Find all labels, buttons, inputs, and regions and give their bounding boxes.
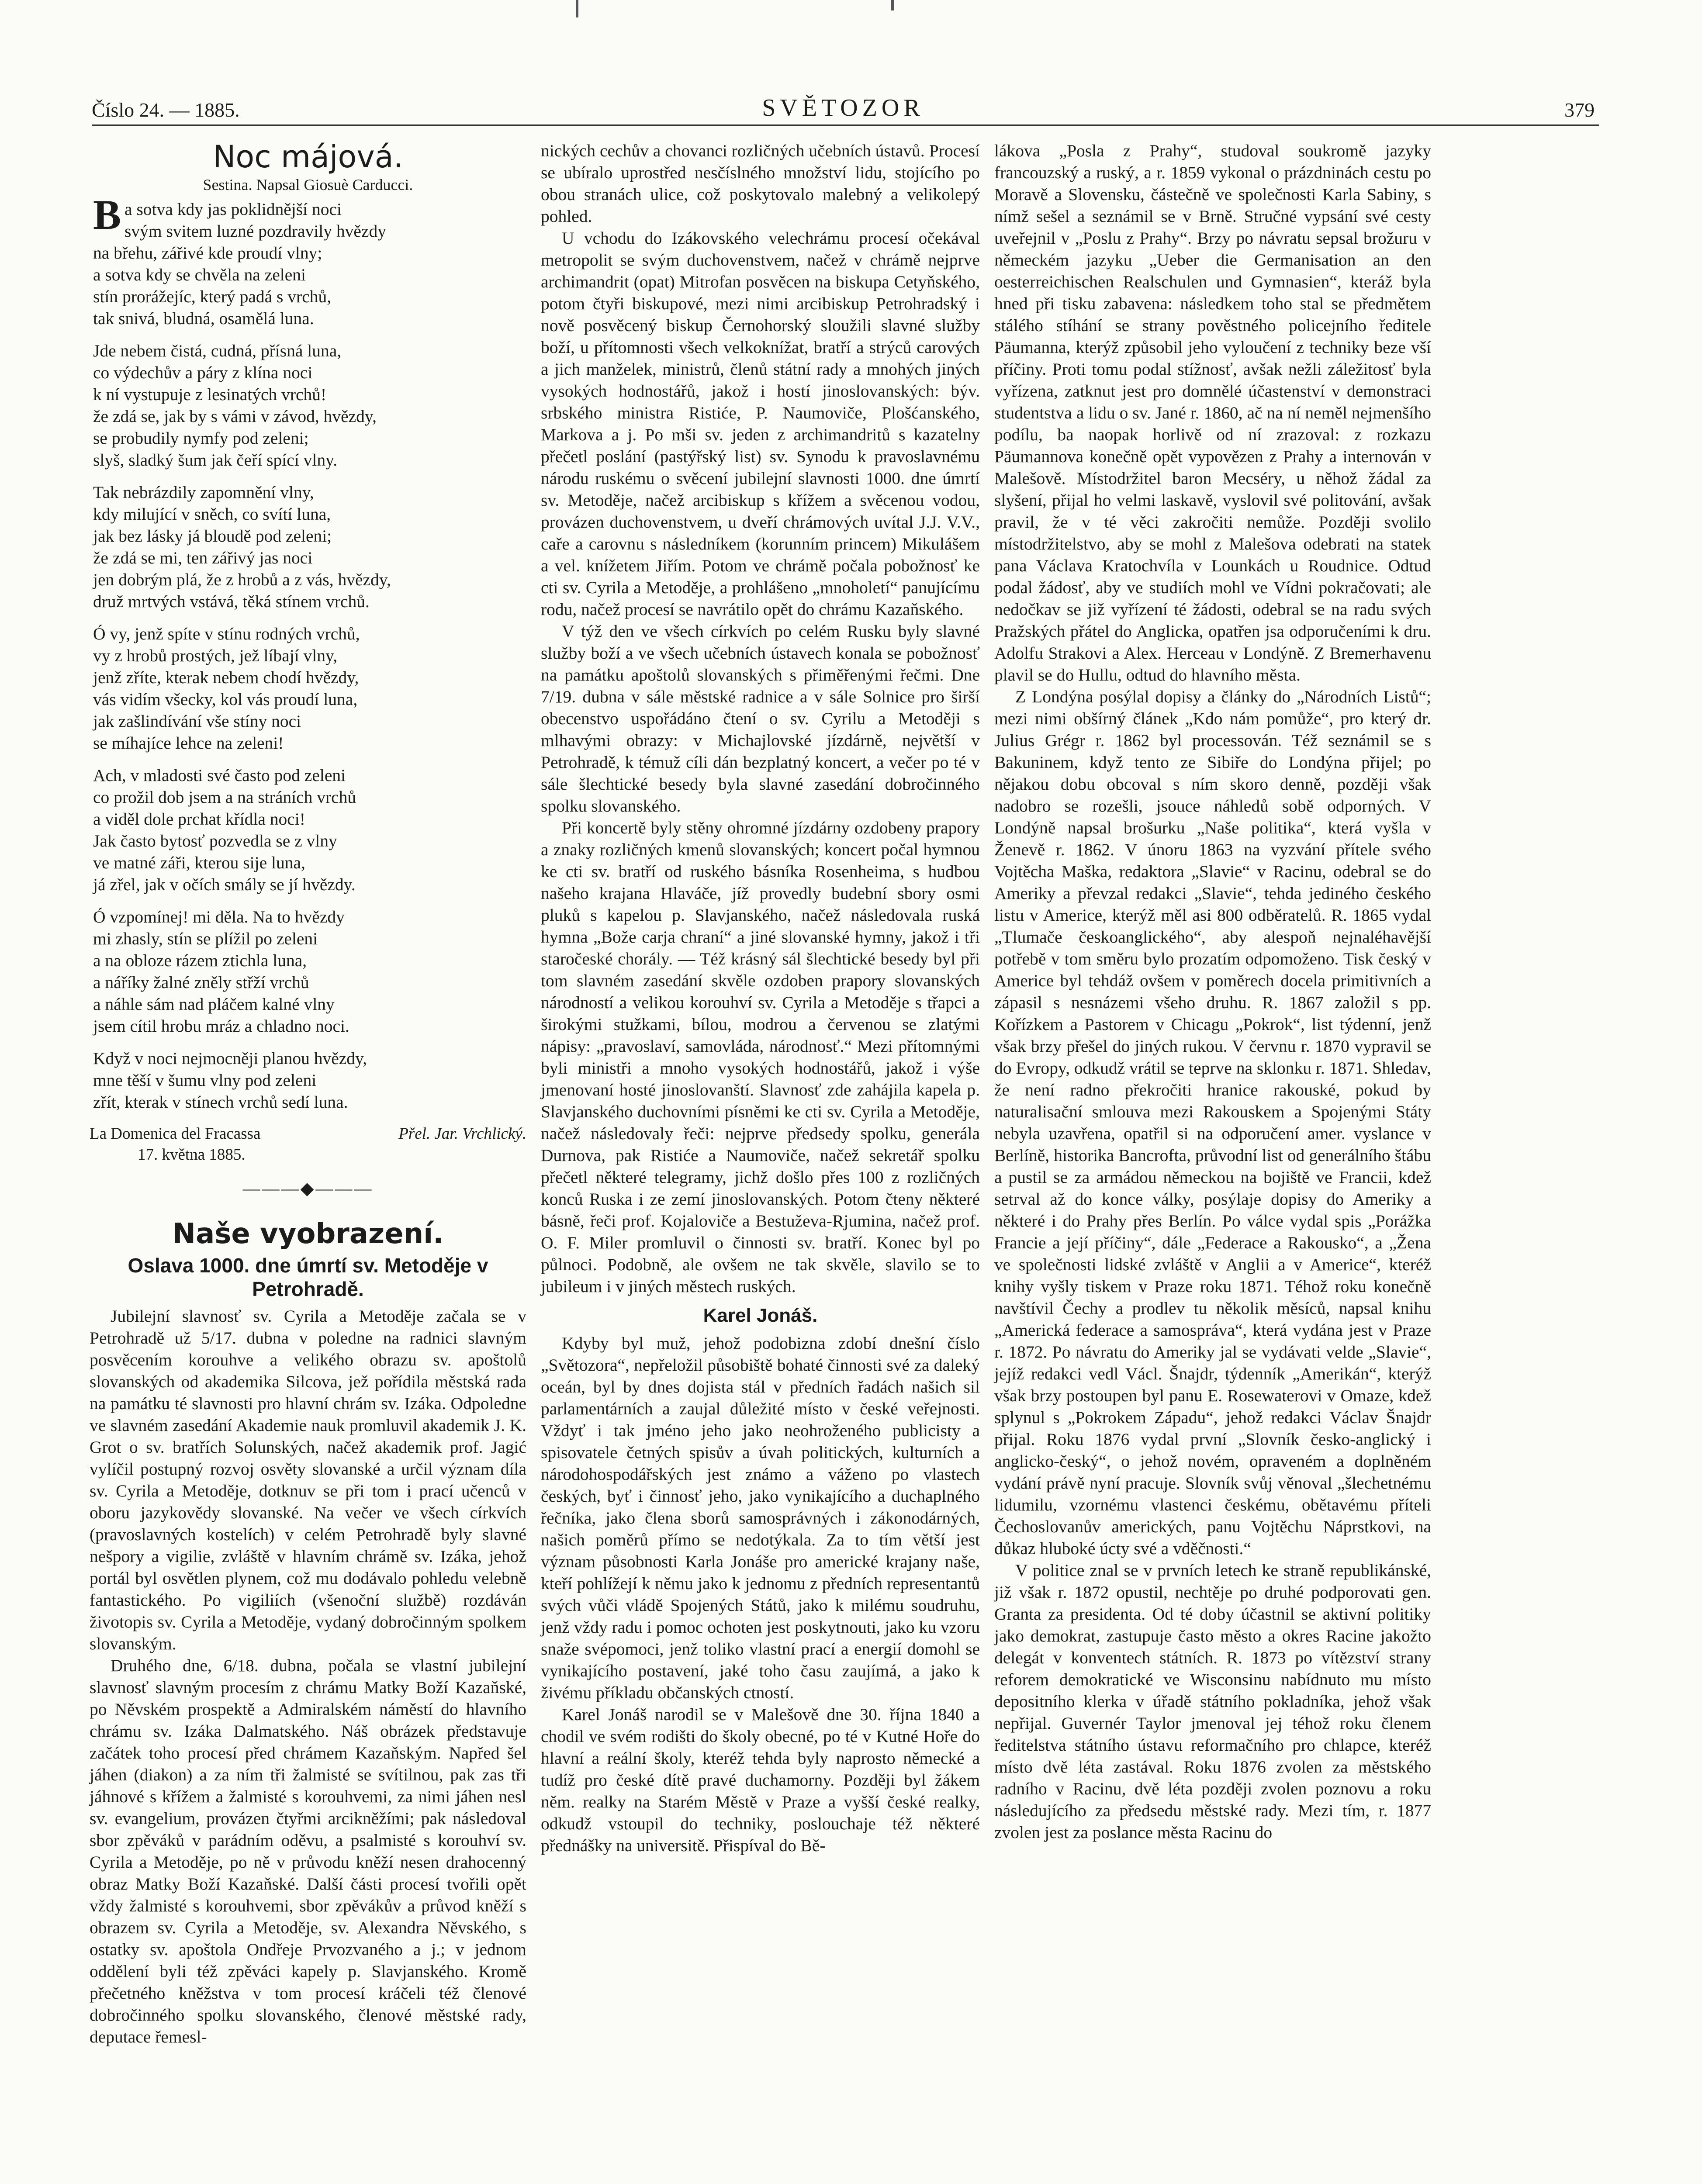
poem-line: Jde nebem čistá, cudná, přísná luna, — [93, 341, 342, 360]
poem-line: a na obloze rázem ztichla luna, — [93, 951, 307, 970]
poem-line: co výdechův a páry z klína noci — [93, 363, 313, 382]
poem-stanza — [90, 906, 526, 1037]
poem-line: stín prorážejíc, který padá s vrchů, — [93, 287, 332, 306]
paragraph: V politice znal se v prvních letech ke straně republikánské, již však r. 1872 opustil, nechtěje po druhé podporovati gen. Granta za presidenta. Od té doby účastnil se aktivní politiky jako demokrat, zastupuje často město a okres Racine jakožto delegát v konventech státních. R. 1873 po vítězství strany reforem demokratické ve Wisconsinu nabídnuto mu místo depositního klerka v úřadě státního pokladníka, jehož však nepřijal. Guvernér Taylor jmenoval jej téhož roku členem ředitelstva státního ústavu reformačního pro chlapce, kteréž místo dvě léta zastával. Roku 1876 zvolen za městského radního v Racinu, dvě léta později zvolen poznovu a roku následujícího za předsedu městské rady. Mezi tím, r. 1877 zvolen jest za poslance města Racinu do — [994, 1561, 1431, 1842]
poem-title: Noc májová. — [213, 139, 403, 175]
header-rule — [92, 124, 1599, 126]
column-2 — [541, 140, 980, 1856]
poem-line: se probudily nymfy pod zeleni; — [93, 429, 309, 448]
poem-line: Tak nebrázdily zapomnění vlny, — [93, 483, 314, 502]
poem-line: Když v noci nejmocněji planou hvězdy, — [93, 1049, 367, 1068]
poem-line: Ach, v mladosti své často pod zeleni — [93, 766, 346, 785]
paragraph: Karel Jonáš narodil se v Malešově dne 30. října 1840 a chodil ve svém rodišti do školy obecné, po té v Kutné Hoře do hlavní a reální školy, kteréž tehda byly naprosto německé a tudíž pro české dítě pravé duchamorny. Později byl žákem něm. realky na Starém Městě v Praze a vyšší české realky, odkudž vstoupil do techniky, poslouchaje též některé přednášky na universitě. Přispíval do Bě- — [541, 1705, 980, 1855]
poem-subtitle: Sestina. Napsal Giosuè Carducci. — [203, 176, 413, 194]
paragraph: Z Londýna posýlal dopisy a články do „Národních Listů“; mezi nimi obšírný článek „Kdo nám pomůže“, pro který dr. Julius Grégr r. 1862 byl processován. Též seznámil se s Bakuninem, když tento ze Sibiře do Londýna přijel; po nějakou dobu obcoval s ním skoro denně, později však nadobro se rozešli, jsouce náhledů sobě odporných. V Londýně napsal brošurku „Naše politika“, která vyšla v Ženevě r. 1862. V únoru 1863 na vyzvání přítele svého Vojtěcha Maška, redaktora „Slavie“ v Racinu, odebral se do Ameriky a převzal redakci „Slavie“, tehda jediného českého listu v Americe, kterýž měl asi 800 odběratelů. R. 1865 vydal „Tlumače českoanglického“, aby alespoň nejnaléhavější potřebě v tom směru bylo prozatím odpomoženo. Tisk český v Americe byl tehdáž ovšem v poměrech docela primitivních a zápasil s nesnázemi všeho druhu. R. 1867 založil s pp. Kořízkem a Pastorem v Chicagu „Pokrok“, list týdenní, jenž však brzy přešel do jiných rukou. V červnu r. 1870 vypravil se do Evropy, odkudž vrátil se teprve na sklonku r. 1871. Shledav, že není radno překročiti hranice rakouské, pokud by naturalisační smlouva mezi Rakouskem a Spojenými Státy nebyla uzavřena, opatřil si na odporučení amer. vyslance v Berlíně, historika Bancrofta, průvodní list od generálního štábu a pustil se za armádou německou na bojiště ve Francii, kdež setrval až do konce války, posýlaje dopisy do Ameriky a některé i do Prahy přes Berlín. Po válce vydal spis „Porážka Francie a její příčiny“, dále „Federace a Rakousko“, a „Žena ve společnosti lidské zvláště v Anglii a v Americe“, kteréž knihy vyšly tiskem v Praze roku 1871. Téhož roku konečně navštívil Čechy a prodlev tu několik měsíců, napsal knihu „Americká federace a samospráva“, která vydána jest v Praze r. 1872. Po návratu do Ameriky jal se vydávati velde „Slavie“, jejíž redakci vedl Václ. Šnajdr, týdenník „Amerikán“, kterýž však brzy postoupen byl panu E. Rosewaterovi v Omaze, kdež splynul s „Pokrokem Západu“, jehož redakci Václav Šnajdr přijal. Roku 1876 vydal první „Slovník česko-anglický i anglicko-český“, o jehož novém, opraveném a doplněném vydání právě nyní pracuje. Slovník svůj věnoval „šlechetnému lidumilu, vzornému vlastenci českému, obětavému příteli Čechoslovanův amerických, panu Vojtěchu Náprstkovi, na důkaz hluboké úcty své a vděčnosti.“ — [994, 687, 1431, 1558]
poem-line: slyš, sladký šum jak čeří spící vlny. — [93, 450, 338, 470]
binding-mark — [891, 0, 894, 10]
paragraph: Při koncertě byly stěny ohromné jízdárny ozdobeny prapory a znaky rozličných kmenů slovanských; koncert počal hymnou ke cti sv. bratří od ruského básníka Rosenheima, s hudbou našeho krajana Hlaváče, jíž provedly budební sbory osmi pluků s kapelou p. Slavjanského, načež následovala ruská hymna „Bože carja chraní“ a jiné slovanské hymny, jakož i tři staročeské chorály. — Též krásný sál šlechtické besedy byl při tom slavném zasedání skvěle ozdoben prapory slovanských národností a velikou korouhví sv. Cyrila a Metoděje s třapci a širokými stužkami, bílou, modrou a červenou se zlatými nápisy: „pravoslaví, samovláda, národnosť.“ Mezi přítomnými byli ministři a mnoho vysokých hodnostářů, jakož i výše jmenovaní hosté jinoslovanští. Slavnosť zde zahájila kapela p. Slavjanského duchovními písněmi ke cti sv. Cyrila a Metoděje, načež následovaly řeči: nejprve předsedy spolku, generála Durnova, pak Ristiće a Naumoviče, načež sekretář spolku přečetl některé telegramy, jichž došlo přes 100 z rozličných konců Ruska i ze zemí jinoslovanských. Potom čteny některé básně, řeči prof. Kojaloviče a Bestuževa-Rjumina, načež prof. O. F. Miler promluvil o činnosti sv. bratří. Konec byl po půlnoci. Podobně, ale ovšem ne tak skvěle, slavilo se to jubileum i v jiných městech ruských. — [541, 818, 980, 1296]
poem-line: zřít, kterak v stínech vrchů sedí luna. — [93, 1092, 348, 1112]
poem-line: mi zhasly, stín se plížil po zeleni — [93, 929, 318, 948]
magazine-title: SVĚTOZOR — [762, 94, 924, 121]
poem-source: La Domenica del Fracassa — [90, 1125, 261, 1143]
poem-line: jenž zříte, kterak nebem chodí hvězdy, — [93, 668, 359, 687]
jonas-title: Karel Jonáš. — [703, 1305, 818, 1326]
poem-line: Ó vzpomínej! mi děla. Na to hvězdy — [93, 907, 345, 926]
ornament-divider: ———◆——— — [242, 1178, 374, 1198]
drop-cap: B — [93, 191, 121, 238]
paragraph: Druhého dne, 6/18. dubna, počala se vlastní jubilejní slavnosť slavným procesím z chrámu Matky Boží Kazaňské, po Něvském prospektě a Admiralském náměstí do hlavního chrámu sv. Izáka Dalmatského. Náš obrázek představuje začátek toho procesí před chrámem Kazaňským. Napřed šel jáhen (diakon) a za ním tři žalmisté se svítilnou, pak zas tři jáhnové s křížem a žalmisté s korouhvemi, za nimi jáhen nesl sv. evangelium, provázen čtyřmi arcikněžími; pak následoval sbor zpěváků v parádním oděvu, a psalmisté s korouhví sv. Cyrila a Metoděje, po ně v průvodu kněží nesen drahocenný obraz Matky Boží Kazaňské. Další části procesí tvořili opět vždy žalmisté s korouhvemi, sbor zpěvákův a průvod kněží s obrazem sv. Cyrila a Metoděje, sv. Alexandra Něvského, s ostatky sv. apoštola Ondřeje Prvozvaného a j.; v jednom oddělení byli též zpěváci kapely p. Slavjanského. Kromě přečetného kněžstva v tom procesí kráčeli též členové dobročinného spolku slovanského, členové městské rady, deputace řemesl- — [90, 1656, 526, 2046]
paragraph: Kdyby byl muž, jehož podobizna zdobí dnešní číslo „Světozora“, nepřeložil působiště bohaté činnosti své za daleký oceán, byl by dnes dojista stál v předních řadách našich sil parlamentárních a zaujal důležité místo v české veřejnosti. Vždyť i tak jméno jeho jako neohroženého publicisty a spisovatele četných spisův a úvah politických, kulturních a národohospodářských jest známo a váženo po vlastech českých, byť i činnosť jeho, jako vynikajícího a duchaplného řečníka, jako člena sborů samosprávných i zákonodárných, našich poměrů přímo se nedotýkala. Za to tím větší jest význam působnosti Karla Jonáše pro americké krajany naše, kteří pohlížejí k němu jako k jednomu z předních representantů svých vůči vládě Spojených Států, jako k milému soudruhu, jenž vždy radu i pomoc ochoten jest poskytnouti, jako ku vzoru snaže svépomoci, jenž toliko vlastní prací a energií domohl se vynikajícího postavení, jaké toho času zaujímá, a jako k živému příkladu občanských ctností. — [541, 1334, 980, 1702]
poem-line: jen dobrým plá, že z hrobů a z vás, hvězdy, — [93, 570, 391, 589]
article-text — [90, 1305, 526, 2048]
poem-line: Jak často bytosť pozvedla se z vlny — [93, 831, 337, 850]
poem-line: na břehu, zářivé kde proudí vlny; — [93, 243, 322, 263]
column-1 — [90, 140, 526, 2048]
poem-body — [90, 191, 526, 1113]
poem-stanza — [90, 191, 526, 329]
paragraph: Jubilejní slavnosť sv. Cyrila a Metoděje začala se v Petrohradě už 5/17. dubna v poledne na radnici slavným posvěcením korouhve a velikého obrazu sv. apoštolů slovanských od akademika Silcova, jež pořídila městská rada na památku té slavnosti pro hlavní chrám sv. Izáka. Odpoledne ve slavném zasedání Akademie nauk promluvil akademik J. K. Grot o sv. bratřích Solunských, načež akademik prof. Jagić vylíčil postupný rozvoj osvěty slovanské a určil význam díla sv. Cyrila a Metoděje, dotknuv se při tom i prací učenců v oboru jazykovědy slovanské. Na večer ve všech církvích (pravoslavných kostelích) v celém Petrohradě byly slavné nešpory a vigilie, zvláště v hlavním chrámě sv. Izáka, jehož portál byl osvětlen plynem, což mu dodávalo pohledu velebně fantastického. Po vigiliích (všenoční službě) rozdáván životopis sv. Cyrila a Metoděje, vydaný dobročinným spolkem slovanským. — [90, 1306, 526, 1653]
poem-stanza — [90, 764, 526, 895]
poem-line: co prožil dob jsem a na stráních vrchů — [93, 788, 356, 807]
poem-stanza — [90, 481, 526, 612]
poem-line: druž mrtvých vstává, těká stínem vrchů. — [93, 592, 370, 611]
poem-line: a náříky žalné zněly střží vrchů — [93, 973, 309, 992]
section-title: Naše vyobrazení. — [172, 1218, 444, 1250]
poem-line: a viděl dole prchat křídla noci! — [93, 809, 305, 829]
paragraph: lákova „Posla z Prahy“, studoval soukromě jazyky francouzský a ruský, a r. 1859 vykonal o prázdninách cestu po Moravě a Slovensku, částečně ve společnosti Karla Sabiny, s nímž sešel a seznámil se v Brně. Stručné vypsání své cesty uveřejnil v „Poslu z Prahy“. Brzy po návratu sepsal brožuru v německém jazyku „Ueber die Germanisation an den oesterreichischen Realschulen und Gymnasien“, kteráž byla hned při tisku zabavena: následkem toho stal se předmětem stálého stíhání se strany pověstného policejního ředitele Päumanna, kterýž způsobil jeho vyloučení z techniky beze vší příčiny. Proti tomu podal stížnosť, avšak nežli záležitosť byla vyřízena, zatknut jest pro domnělé účastenství v demonstraci studentstva a lidu o sv. Jané r. 1860, ač na ní neměl nejmenšího podílu, ba naopak horlivě od ní zrazoval: z rozkazu Päumannova konečně opět vypovězen z Prahy a internován v Malešově. Místodržitel baron Mecséry, u něhož žádal za slyšení, přijal ho velmi laskavě, vyslovil své politování, avšak pravil, že v té věci zakročiti nemůže. Později svolilo místodržitelstvo, aby se mohl z Malešova odebrati na statek pana Václava Kratochvíla v Lounkách u Roudnice. Odtud podal žádosť, aby ve studiích mohl ve Vídni pokračovati; ale nedočkav se již vyřízení té žádosti, odebral se na radu svých Pražských přátel do Anglicka, opatřen jsa odporučeními k dru. Adolfu Strakovi a Alex. Herceau v Londýně. Z Bremerhavenu plavil se do Hullu, odtud do hlavního města. — [994, 141, 1431, 684]
poem-line: jak zašlindívání vše stíny noci — [93, 712, 301, 731]
poem-line: Ó vy, jenž spíte v stínu rodných vrchů, — [93, 624, 360, 643]
poem-line-text: a sotva kdy jas poklidnější noci — [125, 200, 342, 219]
poem-signature — [90, 1123, 526, 1144]
paragraph: V týž den ve všech církvích po celém Rusku byly slavné služby boží a ve všech učebních ústavech konala se pobožnosť na památku apoštolů slovanských s přiměřenými řečmi. Dne 7/19. dubna v sále městské radnice a v sále Solnice pro širší obecenstvo uspořádáno čtení o sv. Cyrilu a Metoději s mlhavými obrazy: v Michajlovské jízdárně, největší v Petrohradě, k témuž cíli dán bezplatný koncert, a večer po té v sále šlechtické besedy byla slavné zasedání dobročinného spolku slovanského. — [541, 622, 980, 816]
poem-line: jsem cítil hrobu mráz a chladno noci. — [93, 1016, 349, 1036]
article-title: Oslava 1000. dne úmrtí sv. Metoděje v Petrohradě. — [128, 1254, 488, 1300]
poem-stanza — [90, 623, 526, 754]
page-header — [92, 90, 1595, 120]
poem-line: k ní vystupuje z lesinatých vrchů! — [93, 385, 327, 404]
poem-line: vás vidím všecky, kol vás proudí luna, — [93, 690, 358, 709]
poem-line: se míhajíce lehce na zeleni! — [93, 733, 284, 753]
poem-line: že zdá se mi, ten zářivý jas noci — [93, 548, 313, 567]
poem-line: jak bez lásky já bloudě pod zeleni; — [93, 526, 332, 546]
poem-line: vy z hrobů prostých, jež líbají vlny, — [93, 646, 338, 665]
article-text-continued — [541, 140, 980, 1297]
poem-date: 17. května 1885. — [138, 1146, 246, 1164]
poem-date-line — [90, 1144, 526, 1165]
paragraph: U vchodu do Izákovského velechrámu procesí očekával metropolit se svým duchovenstvem, načež v chrámě nejprve archimandrit (opat) Mitrofan posvěcen na biskupa Cetyňského, potom čtyři biskupové, mezi nimi arcibiskup Petrohradský i nově posvěcený biskup Černohorský sloužili slavné služby boží, u přítomnosti všech velkoknížat, bratří a strýců carových a jich manželek, ministrů, členů státní rady a mnohých jiných vysokých hodnostářů, jakož i hostí jinoslovanských: býv. srbského ministra Ristiće, P. Naumoviče, Plošćanského, Markova a j. Po mši sv. jeden z archimandritů s kazatelny přečetl poslání (pastýřský list) sv. Synodu k pravoslavnému národu ruskému o svěcení jubilejní slavnosti 1000. dne úmrtí sv. Metoděje, načež arcibiskup s křížem a svěcenou vodou, provázen duchovenstvem, u dveří chrámových uvítal J.J. V.V., caře a carovnu s následníkem (korunním princem) Mikulášem a vel. knížetem Jiřím. Potom ve chrámě počala pobožnosť ke cti sv. Cyrila a Metoděje, a prohlášeno „mnoholetí“ panujícímu rodu, načež procesí se navrátilo opět do chrámu Kazaňského. — [541, 228, 980, 619]
poem-line: že zdá se, jak by s vámi v závod, hvězdy, — [93, 407, 377, 426]
jonas-text-continued — [994, 140, 1431, 1843]
poem-line: tak snivá, bludná, osamělá luna. — [93, 309, 314, 328]
poem-line: já zřel, jak v očích smály se jí hvězdy. — [93, 875, 356, 894]
poem-stanza — [90, 1047, 526, 1113]
paragraph: nických cechův a chovanci rozličných učebních ústavů. Procesí se ubíralo uprostřed nesčíslného množství lidu, stojícího po obou stranách ulice, což poskytovalo malebný a velikolepý pohled. — [541, 141, 980, 226]
poem-stanza — [90, 340, 526, 471]
page-number: 379 — [1564, 99, 1595, 121]
poem-line: kdy milující v sněch, co svítí luna, — [93, 505, 331, 524]
issue-number: Číslo 24. — 1885. — [92, 99, 240, 121]
binding-mark — [576, 0, 578, 17]
poem-line: a sotva kdy se chvěla na zeleni — [93, 265, 306, 284]
poem-line: ve matné záři, kterou sije luna, — [93, 853, 305, 872]
jonas-text — [541, 1332, 980, 1856]
poem-line: svým svitem luzné pozdravily hvězdy — [125, 221, 386, 241]
poem-line: a náhle sám nad pláčem kalné vlny — [93, 995, 335, 1014]
column-3 — [994, 140, 1431, 1843]
poem-translator: Přel. Jar. Vrchlický. — [398, 1125, 526, 1143]
poem-line: mne těší v šumu vlny pod zeleni — [93, 1071, 317, 1090]
